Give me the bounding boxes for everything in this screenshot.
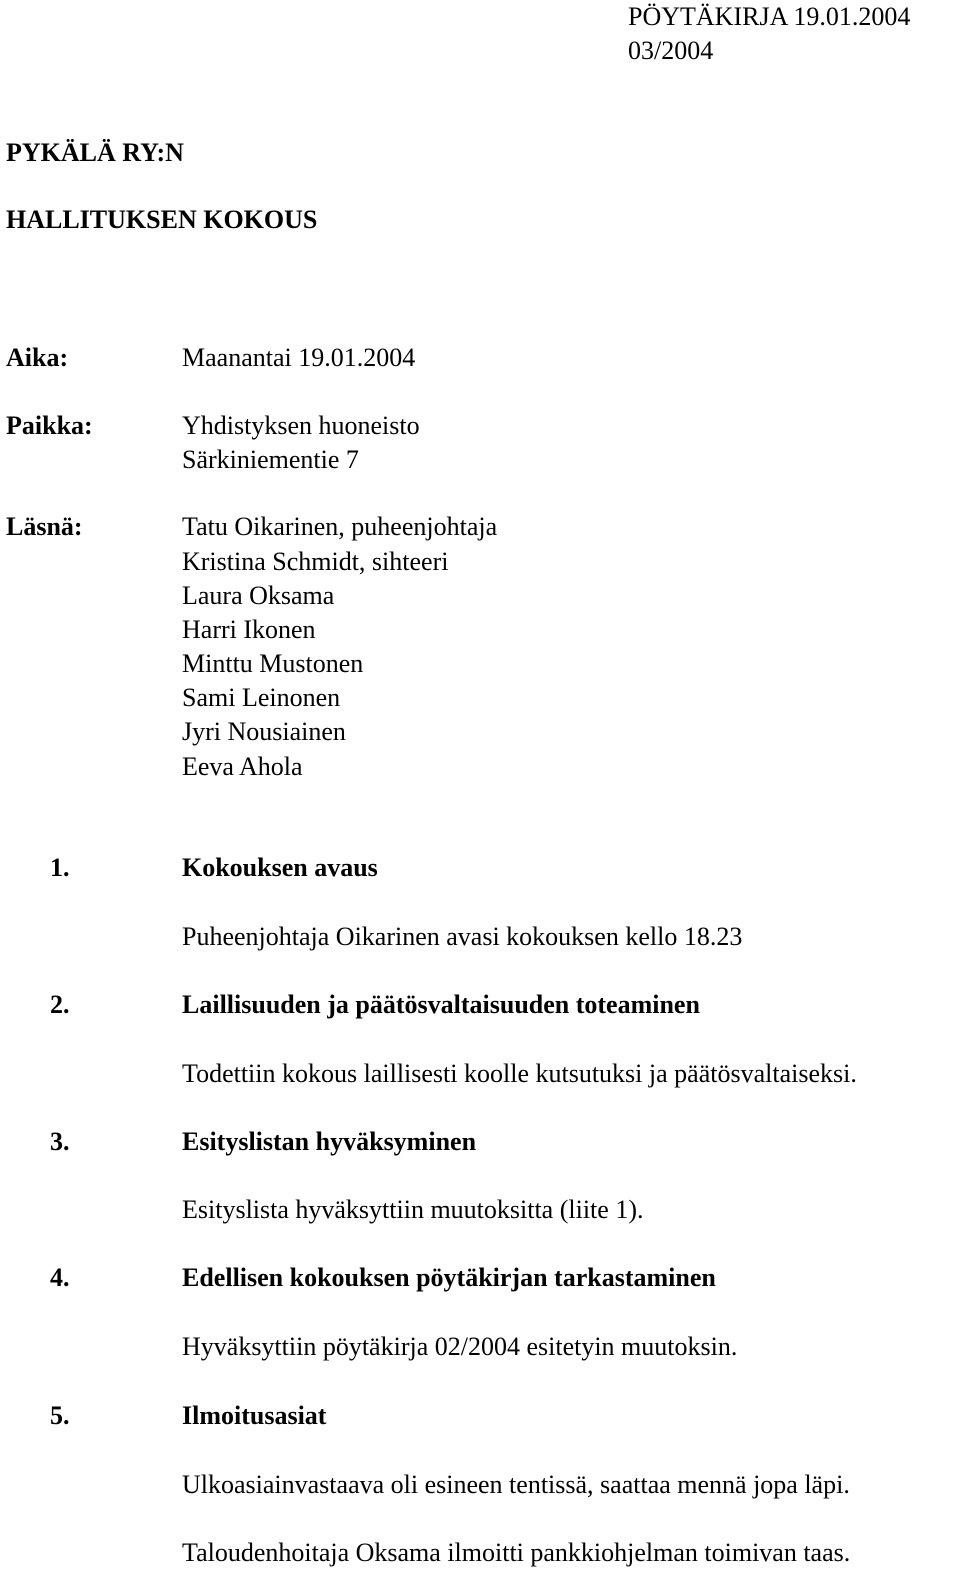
section-number: 3. <box>50 1127 70 1156</box>
meeting-title: HALLITUKSEN KOKOUS <box>6 205 318 234</box>
document-type-date: PÖYTÄKIRJA 19.01.2004 <box>628 2 911 31</box>
attendee: Laura Oksama <box>182 581 335 610</box>
section-title: Esityslistan hyväksyminen <box>182 1127 477 1156</box>
section-number: 2. <box>50 990 70 1019</box>
section-body: Ulkoasiainvastaava oli esineen tentissä, saattaa mennä jopa läpi. <box>182 1470 850 1499</box>
place-label: Paikka: <box>6 411 93 440</box>
attendee: Minttu Mustonen <box>182 649 364 678</box>
place-line: Särkiniementie 7 <box>182 445 359 474</box>
attendee: Sami Leinonen <box>182 683 341 712</box>
section-body: Hyväksyttiin pöytäkirja 02/2004 esitetyin muutoksin. <box>182 1332 738 1361</box>
organization-name: PYKÄLÄ RY:N <box>6 138 184 167</box>
time-value: Maanantai 19.01.2004 <box>182 343 416 372</box>
section-title: Kokouksen avaus <box>182 853 378 882</box>
section-title: Ilmoitusasiat <box>182 1401 327 1430</box>
section-body: Puheenjohtaja Oikarinen avasi kokouksen kello 18.23 <box>182 922 743 951</box>
place-line: Yhdistyksen huoneisto <box>182 411 420 440</box>
section-number: 4. <box>50 1263 70 1292</box>
section-body: Taloudenhoitaja Oksama ilmoitti pankkiohjelman toimivan taas. <box>182 1538 851 1567</box>
present-label: Läsnä: <box>6 512 83 541</box>
section-number: 1. <box>50 853 70 882</box>
section-title: Edellisen kokouksen pöytäkirjan tarkastaminen <box>182 1263 716 1292</box>
attendee: Kristina Schmidt, sihteeri <box>182 547 449 576</box>
section-number: 5. <box>50 1401 70 1430</box>
time-label: Aika: <box>6 343 69 372</box>
section-title: Laillisuuden ja päätösvaltaisuuden toteaminen <box>182 990 700 1019</box>
document-number: 03/2004 <box>628 36 714 65</box>
section-body: Esityslista hyväksyttiin muutoksitta (liite 1). <box>182 1195 644 1224</box>
attendee: Jyri Nousiainen <box>182 717 346 746</box>
attendee: Eeva Ahola <box>182 752 303 781</box>
attendee: Harri Ikonen <box>182 615 316 644</box>
section-body: Todettiin kokous laillisesti koolle kutsutuksi ja päätösvaltaiseksi. <box>182 1059 857 1088</box>
attendee: Tatu Oikarinen, puheenjohtaja <box>182 512 498 541</box>
